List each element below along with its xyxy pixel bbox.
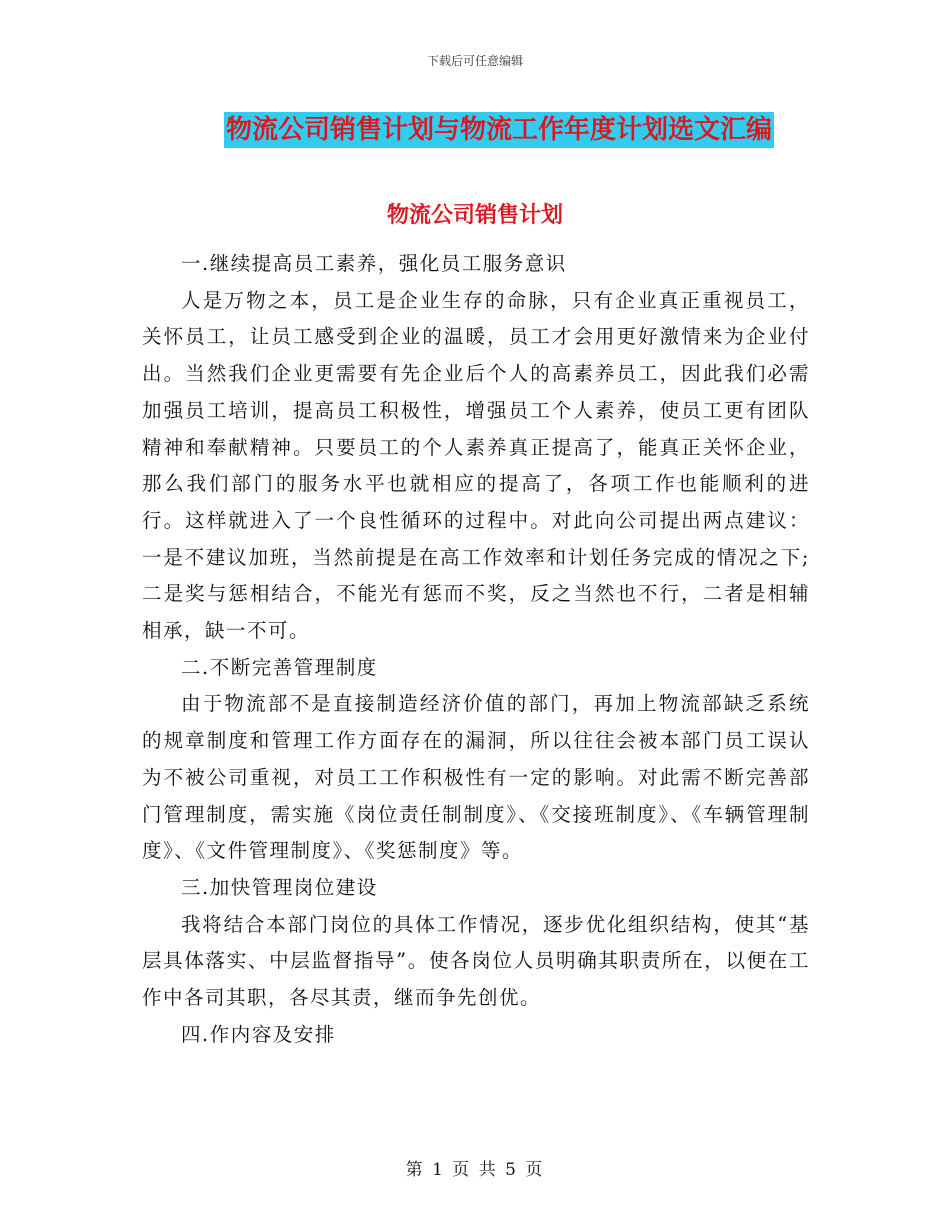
document-body — [142, 246, 810, 1053]
document-title: 物流公司销售计划与物流工作年度计划选文汇编 — [224, 112, 774, 148]
document-title-container — [0, 112, 950, 148]
body-paragraph-3: 我将结合本部门岗位的具体工作情况，逐步优化组织结构，使其“基层具体落实、中层监督指导”。使各岗位人员明确其职责所在，以便在工作中各司其职，各尽其责，继而争先创优。 — [142, 912, 810, 1010]
section-heading-2: 二.不断完善管理制度 — [181, 655, 378, 679]
section-heading-4: 四.作内容及安排 — [181, 1022, 336, 1046]
body-paragraph-2: 由于物流部不是直接制造经济价值的部门，再加上物流部缺乏系统的规章制度和管理工作方面存在的漏洞，所以往往会被本部门员工误认为不被公司重视，对员工工作积极性有一定的影响。对此需不断完善部门管理制度，需实施《岗位责任制制度》、《交接班制度》、《车辆管理制度》、《文件管理制度》、《奖惩制度》等。 — [142, 692, 810, 863]
section-heading-3: 三.加快管理岗位建设 — [181, 875, 378, 899]
page-footer: 第 1 页 共 5 页 — [405, 1160, 545, 1180]
section-heading-1: 一.继续提高员工素养，强化员工服务意识 — [181, 252, 567, 275]
body-paragraph-1: 人是万物之本，员工是企业生存的命脉，只有企业真正重视员工，关怀员工，让员工感受到企业的温暖，员工才会用更好激情来为企业付出。当然我们企业更需要有先企业后个人的高素养员工，因此我们必需加强员工培训，提高员工积极性，增强员工个人素养，使员工更有团队精神和奉献精神。只要员工的个人素养真正提高了，能真正关怀企业，那么我们部门的服务水平也就相应的提高了，各项工作也能顺利的进行。这样就进入了一个良性循环的过程中。对此向公司提出两点建议：一是不建议加班，当然前提是在高工作效率和计划任务完成的情况之下;二是奖与惩相结合，不能光有惩而不奖，反之当然也不行，二者是相辅相承，缺一不可。 — [142, 288, 810, 643]
page-header-note: 下载后可任意编辑 — [426, 54, 523, 68]
section-title: 物流公司销售计划 — [386, 203, 563, 228]
